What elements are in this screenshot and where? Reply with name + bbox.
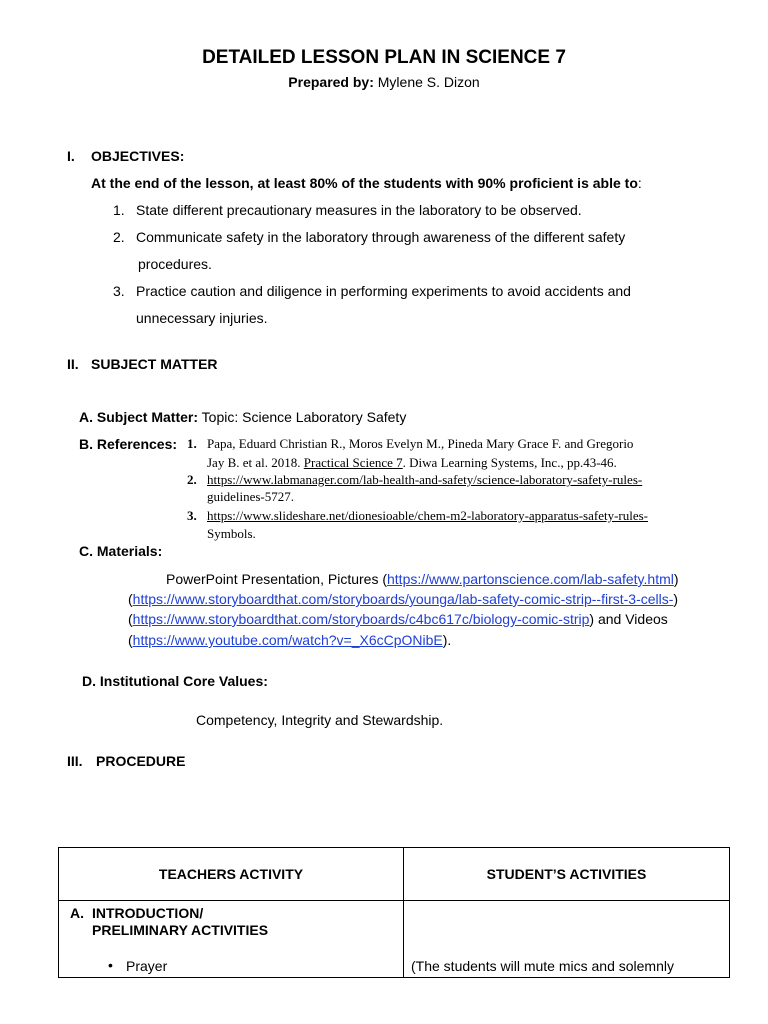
core-values-text: Competency, Integrity and Stewardship. [196,712,444,728]
objectives-intro-text: At the end of the lesson, at least 80% of the students with 90% proficient is able to [91,175,638,191]
objective-text-continued: procedures. [138,256,212,272]
section-letter: A. [70,905,84,921]
objective-number: 2. [113,229,125,245]
materials-text: PowerPoint Presentation, Pictures ( [166,571,387,587]
materials-text: ( [128,632,133,648]
materials-line [128,632,451,648]
materials-label: C. Materials: [79,543,163,559]
subject-matter-line [79,409,406,425]
materials-link[interactable]: https://www.youtube.com/watch?v=_X6cCpONibE [132,632,443,648]
students-activities-header: STUDENT’S ACTIVITIES [404,848,730,901]
bullet-icon: • [108,957,113,973]
subject-matter-label: A. Subject Matter: [79,409,199,425]
prayer-item: Prayer [126,958,168,974]
reference-authors-year: Jay B. et al. 2018. [207,455,304,470]
materials-text: ). [442,632,452,648]
prepared-by-label: Prepared by: [288,74,374,90]
materials-text: ( [128,591,133,607]
materials-text: ) [673,591,679,607]
objective-text: Practice caution and diligence in performing experiments to avoid accidents and [136,283,631,299]
reference-publisher: . Diwa Learning Systems, Inc., pp.43-46. [402,455,617,470]
objective-text: State different precautionary measures in the laboratory to be observed. [136,202,582,218]
reference-text-continued: Symbols. [207,526,256,541]
procedure-number: III. [67,753,83,769]
objectives-intro [91,175,642,191]
subject-number: II. [67,356,79,372]
materials-line [128,591,678,607]
procedure-table [58,847,730,978]
objective-number: 1. [113,202,125,218]
table-row [59,901,730,978]
objectives-heading: OBJECTIVES: [91,148,185,164]
objectives-number: I. [67,148,75,164]
materials-text: ( [128,611,133,627]
section-title-continued: PRELIMINARY ACTIVITIES [92,922,269,938]
reference-text-continued [207,455,617,471]
objective-text: Communicate safety in the laboratory through awareness of the different safety [136,229,626,245]
reference-text-continued: guidelines-5727. [207,489,295,504]
objectives-intro-colon: : [637,175,642,191]
materials-line [128,611,668,627]
materials-link[interactable]: https://www.storyboardthat.com/storyboards/younga/lab-safety-comic-strip--first-3-cells- [132,591,674,607]
reference-link[interactable]: https://www.labmanager.com/lab-health-and-safety/science-laboratory-safety-rules- [207,472,643,487]
reference-number: 2. [187,472,197,487]
student-cell [404,901,730,978]
materials-text: ) [673,571,679,587]
materials-link[interactable]: https://www.storyboardthat.com/storyboards/c4bc617c/biology-comic-strip [132,611,590,627]
reference-link[interactable]: https://www.slideshare.net/dionesioable/chem-m2-laboratory-apparatus-safety-rules- [207,508,649,523]
subject-matter-value: Topic: Science Laboratory Safety [198,409,407,425]
student-activity-text: (The students will mute mics and solemnly [411,958,674,974]
procedure-heading: PROCEDURE [96,753,186,769]
prepared-by [0,74,768,90]
materials-link[interactable]: https://www.partonscience.com/lab-safety.html [387,571,674,587]
subject-heading: SUBJECT MATTER [91,356,218,372]
teacher-cell [59,901,404,978]
reference-number: 1. [187,436,197,451]
page-title: DETAILED LESSON PLAN IN SCIENCE 7 [202,47,566,68]
section-title: INTRODUCTION/ [92,905,204,921]
reference-text: Papa, Eduard Christian R., Moros Evelyn M., Pineda Mary Grace F. and Gregorio [207,436,634,451]
materials-line [166,571,679,587]
teachers-activity-header: TEACHERS ACTIVITY [59,848,404,901]
core-values-label: D. Institutional Core Values: [82,673,268,689]
objective-number: 3. [113,283,125,299]
table-header-row [59,848,730,901]
reference-book-title: Practical Science 7 [303,455,403,470]
references-label: B. References: [79,436,178,452]
objective-text-continued: unnecessary injuries. [136,310,268,326]
prepared-by-name: Mylene S. Dizon [373,74,480,90]
materials-text: ) and Videos [589,611,668,627]
reference-number: 3. [187,508,197,523]
